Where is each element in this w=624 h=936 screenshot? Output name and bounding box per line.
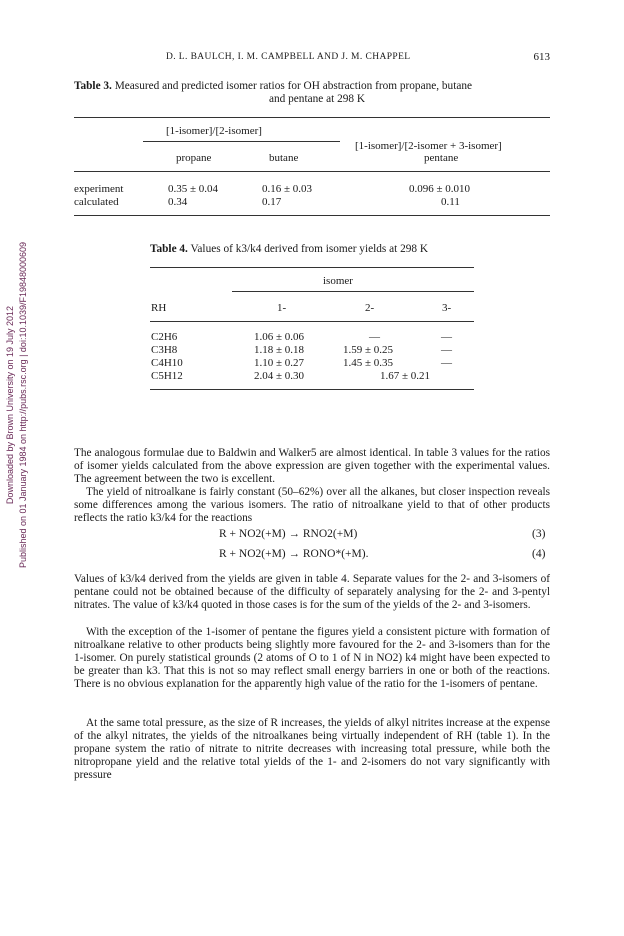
table4-rh: C2H6 (151, 331, 178, 343)
table3-group1-header: [1-isomer]/[2-isomer] (166, 125, 262, 137)
table4-caption (150, 243, 428, 255)
paragraph: The yield of nitroalkane is fairly constant (50–62%) over all the alkanes, but closer inspection reveals some differences among the various isomers. The ratio of nitroalkane yield to that of other products reflects the ratio k3/k4 for the reactions (74, 486, 550, 524)
equation-3-number: (3) (532, 528, 546, 540)
table3-top-rule (74, 117, 550, 118)
table4-cell: — (441, 331, 452, 343)
table4-cell: 1.59 ± 0.25 (343, 344, 394, 356)
table3-col-propane: propane (176, 152, 212, 164)
table4-top-rule (150, 267, 474, 268)
table3-cell: 0.096 ± 0.010 (409, 183, 471, 195)
table3-group1-rule (143, 141, 340, 142)
table3-caption (74, 80, 550, 106)
paragraph: The analogous formulae due to Baldwin and Walker5 are almost identical. In table 3 values for the ratios of isomer yields calculated from the above expression are given together with the experimental values. The agreement between the two is excellent. (74, 447, 550, 485)
table3-cell: 0.35 ± 0.04 (168, 183, 219, 195)
equation-4-number: (4) (532, 548, 546, 560)
table3-bottom-rule (74, 215, 550, 216)
equation-4: R + NO2(+M) → RONO*(+M). (219, 548, 369, 560)
table3-group2-header: [1-isomer]/[2-isomer + 3-isomer] (355, 140, 502, 152)
table4-cell: — (441, 357, 452, 369)
table4-col-2: 2- (365, 302, 375, 314)
table3-cell: 0.16 ± 0.03 (262, 183, 313, 195)
table3-label: Table 3. (74, 80, 112, 92)
equation-3: R + NO2(+M) → RNO2(+M) (219, 528, 358, 540)
paragraph: Values of k3/k4 derived from the yields are given in table 4. Separate values for the 2- and 3-isomers of pentane could not be obtained because of the difficulty of separately analysing for the 2- and 3-pentyl nitrates. The value of k3/k4 quoted in those cases is for the sum of the yields of the 2- and 3-isomers. (74, 573, 550, 611)
table4-rh: C4H10 (151, 357, 183, 369)
paragraph: At the same total pressure, as the size of R increases, the yields of alkyl nitrites increase at the expense of the alkyl nitrates, the yields of the nitroalkanes being virtually independent of RH (table 1). In the propane system the ratio of nitrate to nitrite decreases with increasing total pressure, while both the nitropropane yield and the relative total yields of the 1- and 2-isomers do not vary significantly with pressure (74, 717, 550, 781)
paragraph: With the exception of the 1-isomer of pentane the figures yield a consistent picture with formation of nitroalkane relative to other products being slightly more favoured for the 2- and 3-isomers than for the 1-isomer. On purely statistical grounds (2 atoms of O to 1 of N in NO2) k4 might have been expected to be greater than k3. That this is not so may reflect small energy barriers in one or both of the reactions. There is no obvious explanation for the apparently high value of the ratio for the 1-isomers of pentane. (74, 626, 550, 690)
table4-cell: 1.10 ± 0.27 (254, 357, 305, 369)
table3-caption-line2: and pentane at 298 K (269, 93, 365, 105)
table4-bottom-rule (150, 389, 474, 390)
table3-row-label: experiment (74, 183, 124, 195)
table3-cell: 0.17 (262, 196, 282, 208)
watermark-line-published: Published on 01 January 1984 on http://pubs.rsc.org | doi:10.1039/F19848000609 (18, 241, 28, 569)
table4-cell: 1.45 ± 0.35 (343, 357, 394, 369)
table4-cell: — (441, 344, 452, 356)
table4-label: Table 4. (150, 243, 188, 255)
table4-cell: 2.04 ± 0.30 (254, 370, 305, 382)
table4-cell: — (369, 331, 380, 343)
running-head-authors: D. L. BAULCH, I. M. CAMPBELL AND J. M. CHAPPEL (166, 52, 411, 62)
table4-caption-text: Values of k3/k4 derived from isomer yields at 298 K (190, 243, 429, 255)
table4-rh: C5H12 (151, 370, 183, 382)
table4-header-rule (150, 321, 474, 322)
table3-cell: 0.34 (168, 196, 188, 208)
table4-isomer-header: isomer (323, 275, 353, 287)
table4-cell: 1.67 ± 0.21 (380, 370, 431, 382)
table3-col-pentane: pentane (424, 152, 459, 164)
table3-header-rule (74, 171, 550, 172)
table3-cell: 0.11 (441, 196, 460, 208)
table4-col-rh: RH (151, 302, 167, 314)
watermark-line-download: Downloaded by Brown University on 19 July 2012 (5, 305, 15, 505)
table3-col-butane: butane (269, 152, 299, 164)
table4-rh: C3H8 (151, 344, 178, 356)
download-watermark (2, 210, 32, 600)
table4-isomer-rule (232, 291, 474, 292)
table3-caption-line1: Measured and predicted isomer ratios for OH abstraction from propane, butane (114, 80, 473, 92)
table3-row-label: calculated (74, 196, 119, 208)
table4-cell: 1.06 ± 0.06 (254, 331, 305, 343)
table4-col-1: 1- (277, 302, 287, 314)
page-number: 613 (533, 51, 550, 63)
table4-col-3: 3- (442, 302, 452, 314)
table4-cell: 1.18 ± 0.18 (254, 344, 305, 356)
